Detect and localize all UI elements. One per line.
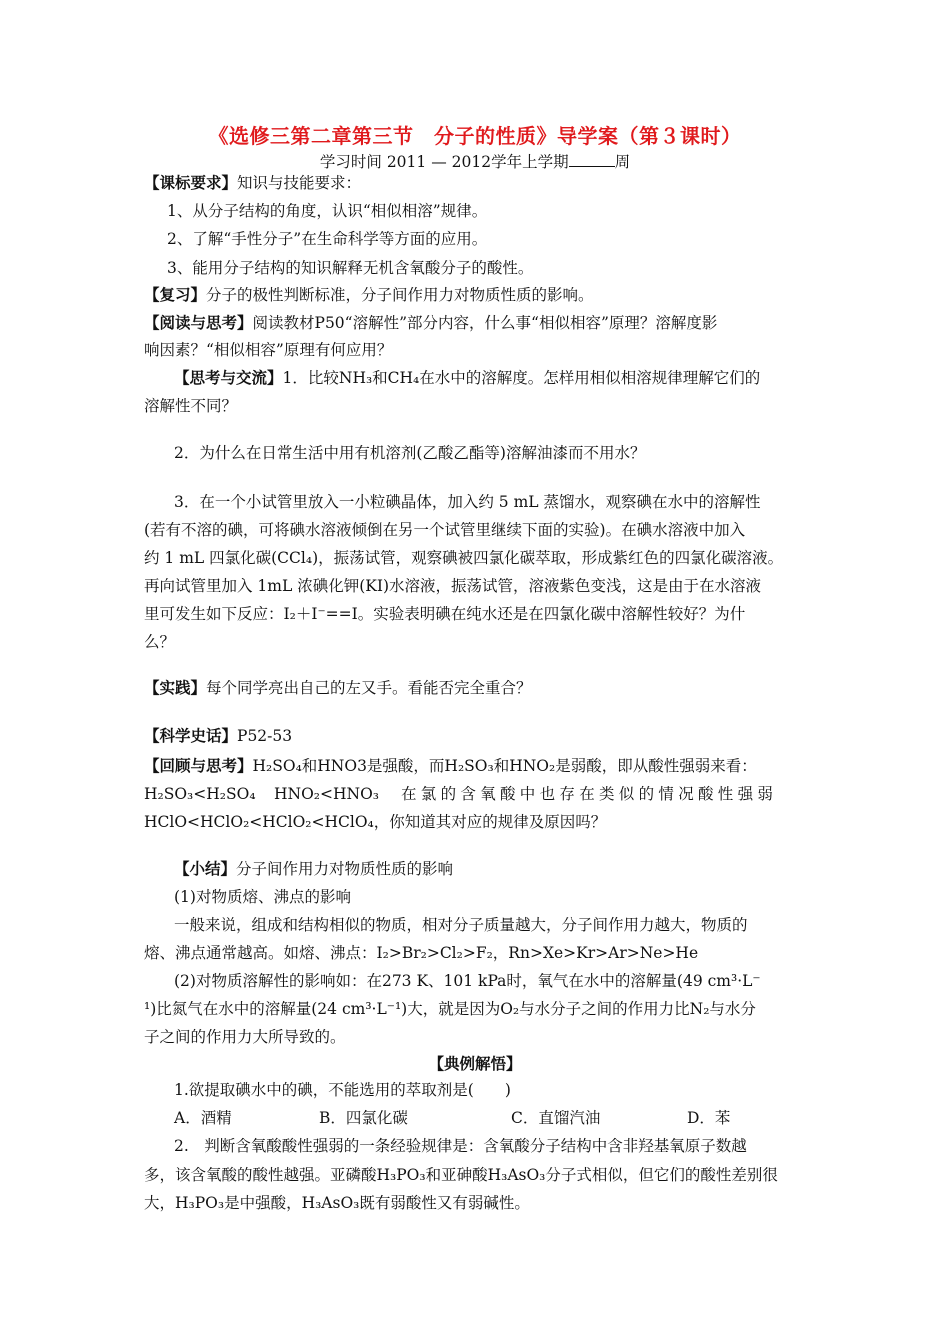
review-line — [144, 284, 594, 306]
summary-p3-line: 子之间的作用力大所导致的。 — [144, 1028, 346, 1046]
summary-p3-line: (2)对物质溶解性的影响如：在273 K、101 kPa时，氧气在水中的溶解量(49 cm³·L⁻ — [174, 972, 761, 990]
review-text: 分子的极性判断标准，分子间作用力对物质性质的影响。 — [206, 286, 594, 304]
recall-text: H₂SO₄和HNO3是强酸，而H₂SO₃和HNO₂是弱酸，即从酸性强弱来看： — [252, 757, 757, 775]
history-line — [144, 725, 292, 747]
recall-line-1 — [144, 755, 757, 777]
section-label: 【复习】 — [144, 285, 207, 304]
standards-intro: 知识与技能要求： — [237, 174, 362, 192]
section-label: 【科学史话】 — [144, 726, 238, 745]
sulfur-acid-order: H₂SO₃<H₂SO₄ — [144, 785, 256, 803]
option-a: A．酒精 — [174, 1109, 232, 1127]
summary-line — [174, 858, 453, 880]
week-label: 周 — [614, 153, 631, 171]
example-q2-line: 2. 判断含氧酸酸性强弱的一条经验规律是：含氧酸分子结构中含非羟基氧原子数越 — [174, 1137, 747, 1155]
study-time-line — [0, 150, 950, 172]
section-label: 【小结】 — [174, 859, 237, 878]
page-title: 《选修三第二章第三节 分子的性质》导学案（第３课时） — [208, 124, 742, 148]
week-blank — [569, 152, 615, 167]
section-label: 【回顾与思考】 — [144, 756, 253, 775]
standards-heading-line — [144, 172, 361, 194]
summary-p2-line: 一般来说，组成和结构相似的物质，相对分子质量越大，分子间作用力越大，物质的 — [174, 916, 748, 934]
discussion-q1-text: 1．比较NH₃和CH₄在水中的溶解度。怎样用相似相溶规律理解它们的 — [282, 369, 761, 387]
standards-item: 2、了解“手性分子”在生命科学等方面的应用。 — [167, 230, 488, 248]
summary-p3-line: ¹)比氮气在水中的溶解量(24 cm³·L⁻¹)大，就是因为O₂与水分子之间的作用力比N₂与水分 — [144, 1000, 756, 1018]
section-label: 【阅读与思考】 — [144, 313, 253, 332]
standards-item: 3、能用分子结构的知识解释无机含氧酸分子的酸性。 — [167, 259, 534, 277]
history-pages: P52-53 — [237, 727, 293, 745]
section-label: 【实践】 — [144, 678, 207, 697]
discussion-q3-line: 约 1 mL 四氯化碳(CCl₄)，振荡试管，观察碘被四氯化碳萃取，形成紫红色的四氯化碳溶液。 — [144, 549, 784, 567]
section-label: 【思考与交流】 — [174, 368, 283, 387]
reading-text: 阅读教材P50“溶解性”部分内容，什么事“相似相容”原理？溶解度影 — [252, 314, 718, 332]
reading-line-1 — [144, 312, 717, 334]
study-time-text: 学习时间 2011 — 2012学年上学期 — [319, 153, 569, 171]
option-d: D．苯 — [687, 1109, 731, 1127]
practice-line — [144, 677, 532, 699]
discussion-q3-line: 么？ — [144, 633, 176, 651]
discussion-q2: 2．为什么在日常生活中用有机溶剂(乙酸乙酯等)溶解油漆而不用水？ — [174, 444, 646, 462]
discussion-q3-line: 里可发生如下反应：I₂＋I⁻==I。实验表明碘在纯水还是在四氯化碳中溶解性较好？为什 — [144, 605, 746, 623]
practice-text: 每个同学亮出自己的左又手。看能否完全重合？ — [206, 679, 532, 697]
discussion-q3-line: (若有不溶的碘，可将碘水溶液倾倒在另一个试管里继续下面的实验)。在碘水溶液中加入 — [144, 521, 746, 539]
discussion-q1-line-2: 溶解性不同？ — [144, 397, 238, 415]
option-b: B．四氯化碳 — [319, 1109, 408, 1127]
example-q1: 1.欲提取碘水中的碘，不能选用的萃取剂是( ) — [174, 1081, 511, 1099]
summary-title: 分子间作用力对物质性质的影响 — [236, 860, 454, 878]
examples-heading: 【典例解悟】 — [428, 1054, 522, 1073]
example-q2-line: 大，H₃PO₃是中强酸，H₃AsO₃既有弱酸性又有弱碱性。 — [144, 1194, 530, 1212]
nitrogen-acid-order: HNO₂<HNO₃ — [274, 785, 379, 803]
summary-point-1: (1)对物质熔、沸点的影响 — [174, 888, 351, 906]
option-c: C．直馏汽油 — [511, 1109, 601, 1127]
discussion-q1-line-1 — [174, 367, 760, 389]
discussion-q3-line: 再向试管里加入 1mL 浓碘化钾(KI)水溶液，振荡试管，溶液紫色变浅，这是由于在水溶液 — [144, 577, 762, 595]
recall-line-3: HClO<HClO₂<HClO₂<HClO₄，你知道其对应的规律及原因吗？ — [144, 813, 607, 831]
section-label: 【课标要求】 — [144, 173, 238, 192]
summary-p2-line: 熔、沸点通常越高。如熔、沸点：I₂>Br₂>Cl₂>F₂，Rn>Xe>Kr>Ar>Ne>He — [144, 944, 699, 962]
example-q2-line: 多，该含氧酸的酸性越强。亚磷酸H₃PO₃和亚砷酸H₃AsO₃分子式相似，但它们的酸性差别很 — [144, 1166, 778, 1184]
standards-item: 1、从分子结构的角度，认识“相似相溶”规律。 — [167, 202, 488, 220]
chlorine-acid-note: 在氯的含氧酸中也存在类似的情况酸性强弱 — [401, 785, 778, 803]
reading-line-2: 响因素？“相似相容”原理有何应用？ — [144, 341, 393, 359]
discussion-q3-line: 3．在一个小试管里放入一小粒碘晶体，加入约 5 mL 蒸馏水，观察碘在水中的溶解性 — [174, 493, 761, 511]
